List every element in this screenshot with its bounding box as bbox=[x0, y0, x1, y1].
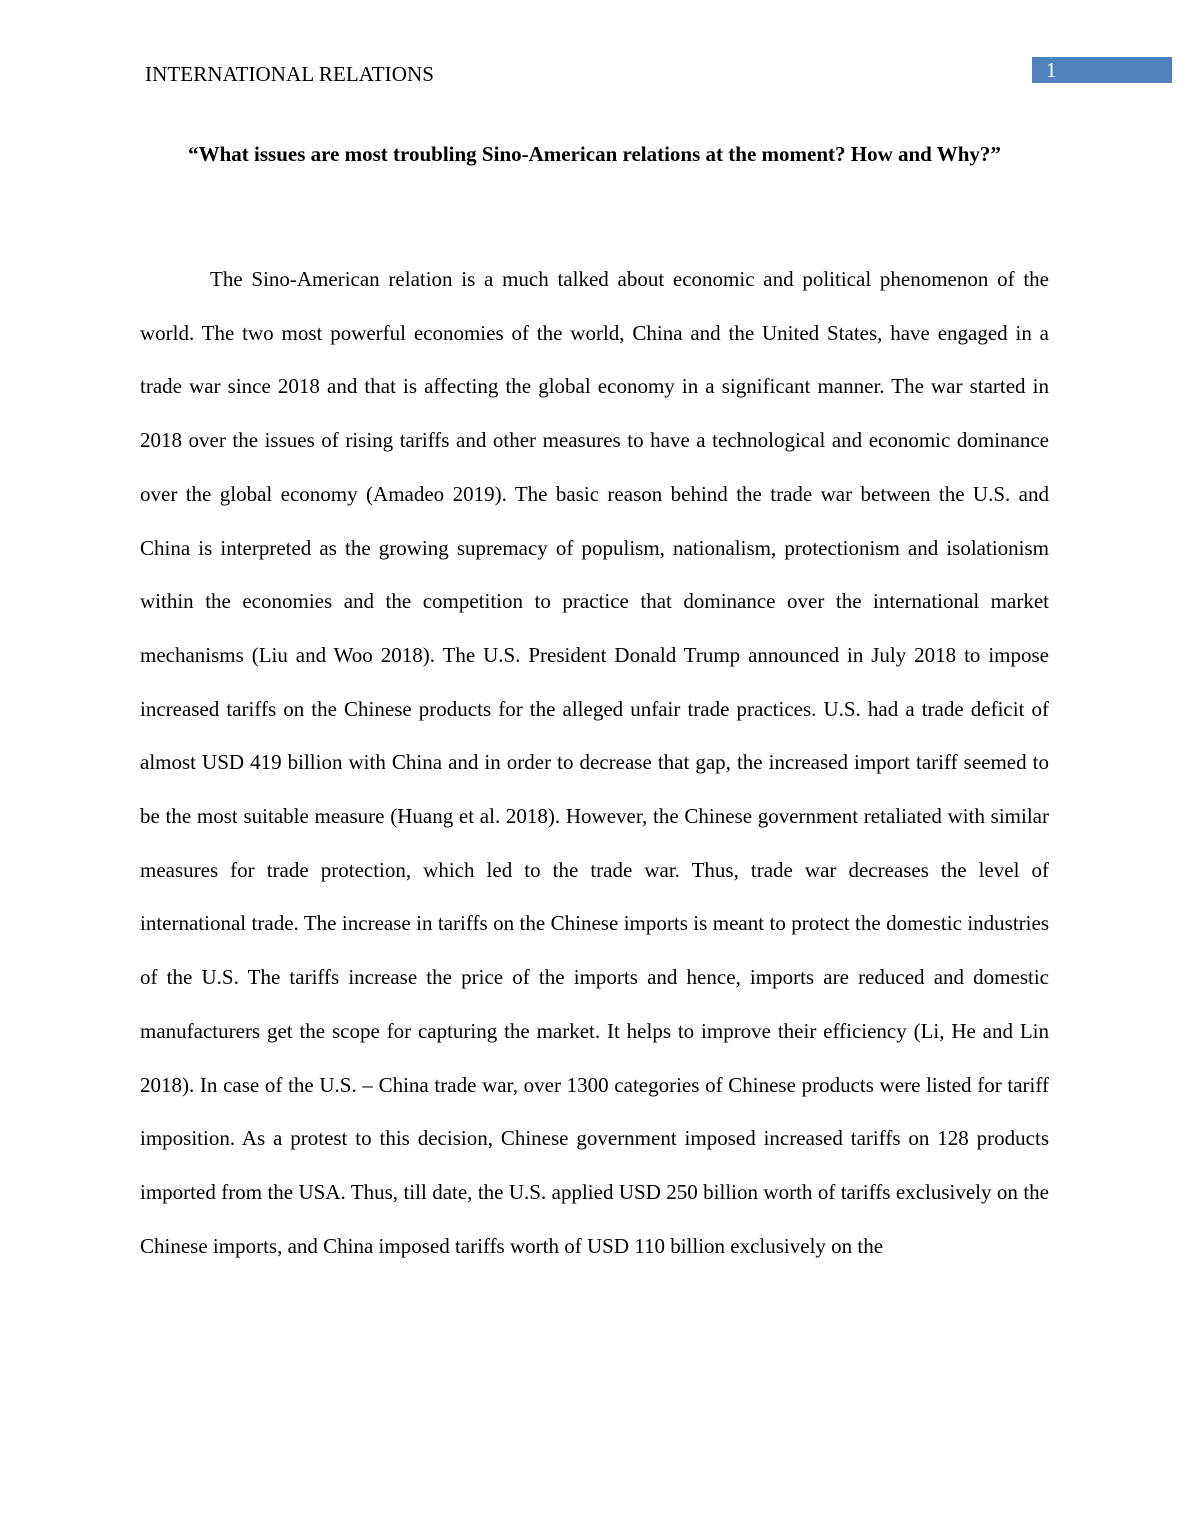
running-head: INTERNATIONAL RELATIONS bbox=[145, 62, 435, 86]
document-title: “What issues are most troubling Sino-American relations at the moment? How and Why?” bbox=[188, 142, 1001, 166]
body-paragraph: The Sino-American relation is a much talked about economic and political phenomenon of the world. The two most powerful economies of the world, China and the United States, have engaged in a trade war since 2018 and that is affecting the global economy in a significant manner. The war started in 2018 over the issues of rising tariffs and other measures to have a technological and economic dominance over the global economy (Amadeo 2019). The basic reason behind the trade war between the U.S. and China is interpreted as the growing supremacy of populism, nationalism, protectionism and isolationism within the economies and the competition to practice that dominance over the international market mechanisms (Liu and Woo 2018). The U.S. President Donald Trump announced in July 2018 to impose increased tariffs on the Chinese products for the alleged unfair trade practices. U.S. had a trade deficit of almost USD 419 billion with China and in order to decrease that gap, the increased import tariff seemed to be the most suitable measure (Huang et al. 2018). However, the Chinese government retaliated with similar measures for trade protection, which led to the trade war. Thus, trade war decreases the level of international trade. The increase in tariffs on the Chinese imports is meant to protect the domestic industries of the U.S. The tariffs increase the price of the imports and hence, imports are reduced and domestic manufacturers get the scope for capturing the market. It helps to improve their efficiency (Li, He and Lin 2018). In case of the U.S. – China trade war, over 1300 categories of Chinese products were listed for tariff imposition. As a protest to this decision, Chinese government imposed increased tariffs on 128 products imported from the USA. Thus, till date, the U.S. applied USD 250 billion worth of tariffs exclusively on the Chinese imports, and China imposed tariffs worth of USD 110 billion exclusively on the bbox=[140, 267, 1049, 1258]
page-number-box bbox=[1032, 57, 1172, 83]
page-number: 1 bbox=[1046, 58, 1057, 82]
